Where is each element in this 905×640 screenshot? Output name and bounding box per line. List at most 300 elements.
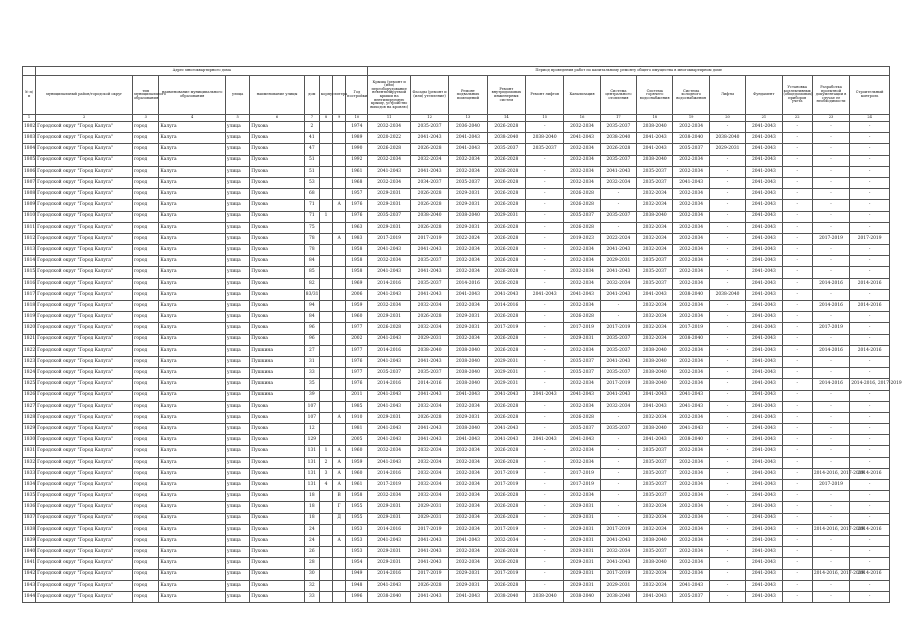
table-cell [333, 133, 346, 144]
table-cell: город [133, 177, 159, 188]
table-cell: 33 [304, 368, 319, 379]
column-header: Лифты [709, 76, 745, 115]
table-cell: 2026-2028 [487, 558, 525, 569]
table-cell: - [526, 368, 564, 379]
table-row [23, 345, 890, 356]
table-cell: 2032-2034 [673, 491, 709, 502]
table-cell: 2032-2034 [637, 502, 673, 513]
column-number: 3 [133, 115, 159, 122]
table-cell: 2032-2034 [600, 401, 636, 412]
table-cell: 2026-2028 [487, 122, 525, 133]
table-row [23, 122, 890, 133]
table-cell: - [709, 301, 745, 312]
table-cell: 1960 [346, 468, 368, 479]
table-cell: 2032-2034 [673, 569, 709, 580]
table-cell: Калуга [159, 491, 226, 502]
table-row [23, 256, 890, 267]
table-cell: 2041-2043 [746, 480, 782, 491]
table-cell: 1958 [346, 245, 368, 256]
table-cell: Калуга [159, 446, 226, 457]
table-cell: 2041-2043 [600, 245, 636, 256]
table-cell: 2017-2019 [564, 323, 600, 334]
table-cell: 2014-2016 [368, 278, 410, 289]
table-cell: 2041-2043 [746, 312, 782, 323]
table-cell: - [850, 480, 890, 491]
table-cell: Пухова [250, 591, 305, 602]
table-cell: 2032-2034 [637, 569, 673, 580]
table-cell: 1957 [346, 189, 368, 200]
table-cell: - [782, 200, 812, 211]
table-cell: Калуга [159, 558, 226, 569]
table-cell: 2032-2034 [673, 379, 709, 390]
table-row [23, 245, 890, 256]
table-cell: 2041-2043 [368, 390, 410, 401]
table-cell: улица [226, 177, 250, 188]
table-cell: город [133, 245, 159, 256]
table-cell: 2026-2028 [564, 222, 600, 233]
table-cell: 18 [304, 502, 319, 513]
table-cell: 2041-2043 [449, 133, 487, 144]
table-cell: 107 [304, 412, 319, 423]
table-row [23, 558, 890, 569]
table-cell: - [709, 278, 745, 289]
table-cell: 2038-2040 [709, 133, 745, 144]
table-cell: 2032-2034 [368, 155, 410, 166]
table-cell: 1812 [23, 233, 36, 244]
table-cell: 84 [304, 312, 319, 323]
table-cell: 1958 [346, 491, 368, 502]
table-cell: Городской округ "Город Калуга" [36, 468, 133, 479]
table-cell: 2041-2043 [487, 390, 525, 401]
table-cell: 2026-2028 [600, 144, 636, 155]
table-row [23, 323, 890, 334]
table-cell: 2032-2034 [449, 480, 487, 491]
table-cell: 1810 [23, 211, 36, 222]
table-cell: 2032-2034 [564, 301, 600, 312]
table-cell: 2029-2031 [368, 222, 410, 233]
table-cell: - [850, 155, 890, 166]
table-cell: - [526, 535, 564, 546]
table-cell: - [709, 245, 745, 256]
table-cell: - [709, 480, 745, 491]
table-cell: 30 [304, 569, 319, 580]
table-cell: 71 [304, 211, 319, 222]
table-cell: 2041-2043 [746, 569, 782, 580]
table-cell: 2029-2031 [564, 334, 600, 345]
table-cell: 2026-2028 [410, 222, 448, 233]
table-cell: город [133, 211, 159, 222]
table-cell: Городской округ "Город Калуга" [36, 155, 133, 166]
table-cell: - [782, 390, 812, 401]
table-cell: 2029-2031 [709, 144, 745, 155]
table-cell: - [709, 267, 745, 278]
table-cell: 1815 [23, 267, 36, 278]
table-cell: 2032-2034 [449, 267, 487, 278]
table-cell: 1819 [23, 312, 36, 323]
table-cell: Калуга [159, 356, 226, 367]
table-cell: Калуга [159, 502, 226, 513]
table-cell: Городской округ "Город Калуга" [36, 569, 133, 580]
table-cell: - [782, 211, 812, 222]
table-cell: - [709, 424, 745, 435]
table-cell [319, 177, 332, 188]
table-cell: город [133, 390, 159, 401]
table-cell: улица [226, 278, 250, 289]
table-row [23, 446, 890, 457]
table-cell: 2026-2028 [487, 412, 525, 423]
table-cell: 2032-2034 [673, 524, 709, 535]
table-cell: 2032-2034 [449, 558, 487, 569]
table-cell: 2041-2043 [746, 166, 782, 177]
table-cell [319, 547, 332, 558]
table-cell: 1954 [346, 558, 368, 569]
table-cell: 2041-2043 [746, 558, 782, 569]
table-cell: Пухова [250, 278, 305, 289]
table-cell: 41 [304, 133, 319, 144]
table-cell [333, 211, 346, 222]
table-cell: Калуга [159, 144, 226, 155]
table-cell: - [600, 480, 636, 491]
table-cell: 2029-2031 [564, 524, 600, 535]
table-cell [333, 524, 346, 535]
table-row [23, 233, 890, 244]
table-cell [333, 122, 346, 133]
table-cell: 2029-2031 [600, 580, 636, 591]
table-cell: 2026-2028 [487, 491, 525, 502]
table-cell [319, 558, 332, 569]
table-cell: - [526, 524, 564, 535]
table-cell: - [812, 312, 849, 323]
table-cell: 2020-2022 [368, 133, 410, 144]
table-row [23, 267, 890, 278]
table-cell: 2029-2031 [600, 256, 636, 267]
table-cell: 2029-2031 [449, 323, 487, 334]
table-cell: - [850, 356, 890, 367]
table-cell: - [812, 289, 849, 300]
table-cell: 2032-2034 [564, 267, 600, 278]
table-cell: 2032-2034 [637, 200, 673, 211]
table-cell: 2035-2037 [637, 177, 673, 188]
table-cell: 2032-2034 [449, 401, 487, 412]
table-cell: 2035-2037 [564, 356, 600, 367]
table-cell: 1835 [23, 491, 36, 502]
table-cell: 2026-2028 [487, 457, 525, 468]
table-cell: 2041-2043 [746, 233, 782, 244]
table-cell: 2041-2043 [449, 390, 487, 401]
table-cell: Калуга [159, 312, 226, 323]
table-cell: - [709, 435, 745, 446]
table-cell: 24 [304, 524, 319, 535]
table-cell: 1990 [346, 144, 368, 155]
table-row [23, 211, 890, 222]
table-cell: 1976 [346, 356, 368, 367]
table-cell [333, 401, 346, 412]
table-cell: город [133, 289, 159, 300]
table-cell: 2017-2019 [410, 569, 448, 580]
table-cell: Калуга [159, 580, 226, 591]
table-cell: 2038-2040 [526, 133, 564, 144]
table-cell: Городской округ "Город Калуга" [36, 401, 133, 412]
table-cell: 2032-2034 [410, 468, 448, 479]
table-cell: 2026-2028 [487, 513, 525, 524]
table-cell: 2032-2034 [564, 155, 600, 166]
table-cell: 1968 [346, 177, 368, 188]
table-cell: 1834 [23, 480, 36, 491]
table-cell: 2014-2016 [449, 278, 487, 289]
table-cell: 2006 [346, 289, 368, 300]
table-cell: 2032-2034 [673, 513, 709, 524]
table-row [23, 480, 890, 491]
table-cell [319, 144, 332, 155]
table-cell: 2035-2037 [600, 345, 636, 356]
column-header: Ремонт подвальных помещений [449, 76, 487, 115]
table-cell: 2032-2034 [410, 491, 448, 502]
table-cell: 2041-2043 [746, 245, 782, 256]
table-cell: 1803 [23, 133, 36, 144]
table-cell: - [782, 446, 812, 457]
table-cell: 2041-2043 [449, 435, 487, 446]
table-cell: - [782, 580, 812, 591]
table-cell: 2032-2034 [637, 580, 673, 591]
table-cell: А [333, 200, 346, 211]
table-cell: А [333, 480, 346, 491]
table-cell: 1836 [23, 502, 36, 513]
table-row [23, 390, 890, 401]
table-cell: 2041-2043 [637, 133, 673, 144]
table-cell: - [782, 535, 812, 546]
table-cell [333, 245, 346, 256]
table-cell: улица [226, 233, 250, 244]
table-cell: 4 [319, 480, 332, 491]
table-cell: Пухова [250, 468, 305, 479]
table-cell: 2014-2016 [368, 524, 410, 535]
column-number: 18 [637, 115, 673, 122]
table-cell: - [850, 424, 890, 435]
table-cell: город [133, 412, 159, 423]
table-cell: Пухова [250, 412, 305, 423]
table-cell: Городской округ "Город Калуга" [36, 200, 133, 211]
capital-repair-schedule-sheet [22, 66, 902, 603]
table-cell: 2026-2028 [487, 547, 525, 558]
table-cell: - [850, 558, 890, 569]
table-cell: 2038-2040 [637, 424, 673, 435]
table-header [23, 67, 890, 122]
table-cell: 2032-2034 [637, 334, 673, 345]
table-cell: Городской округ "Город Калуга" [36, 390, 133, 401]
table-cell: 2035-2037 [487, 144, 525, 155]
table-cell: город [133, 435, 159, 446]
table-cell: 2014-2016 [850, 278, 890, 289]
table-cell [333, 256, 346, 267]
table-cell: - [526, 166, 564, 177]
table-cell: город [133, 569, 159, 580]
table-cell: 2041-2043 [600, 289, 636, 300]
table-cell [333, 323, 346, 334]
table-cell: - [709, 368, 745, 379]
table-cell: Калуга [159, 222, 226, 233]
table-cell: 2041-2043 [746, 457, 782, 468]
table-cell: - [850, 390, 890, 401]
group-header-period: Период проведения работ по капитальному ремонту общего имущества в многоквартирном доме [368, 67, 890, 76]
table-cell: улица [226, 345, 250, 356]
table-cell: - [812, 412, 849, 423]
table-cell: 2017-2019 [673, 323, 709, 334]
table-cell: 2038-2040 [449, 356, 487, 367]
table-cell: 2035-2037 [637, 256, 673, 267]
table-row [23, 166, 890, 177]
table-cell: 2038-2040 [673, 133, 709, 144]
column-number: 14 [487, 115, 525, 122]
table-cell: 2032-2034 [673, 155, 709, 166]
table-cell: 2029-2031 [449, 580, 487, 591]
table-cell: 18 [304, 491, 319, 502]
table-cell: - [600, 502, 636, 513]
table-cell: Городской округ "Город Калуга" [36, 547, 133, 558]
table-cell: улица [226, 267, 250, 278]
table-cell: улица [226, 457, 250, 468]
table-cell: 2041-2043 [600, 267, 636, 278]
table-cell: город [133, 424, 159, 435]
table-cell: 2026-2028 [487, 267, 525, 278]
table-cell: 2026-2028 [410, 312, 448, 323]
table-cell: Городской округ "Город Калуга" [36, 211, 133, 222]
table-cell: Калуга [159, 177, 226, 188]
table-cell: 2041-2043 [410, 591, 448, 602]
table-cell: 1955 [346, 513, 368, 524]
table-cell: - [812, 155, 849, 166]
table-cell [319, 390, 332, 401]
table-cell: 2014-2016, 2017-2019 [812, 468, 849, 479]
table-cell [319, 513, 332, 524]
table-cell: - [526, 502, 564, 513]
column-header: Система горячего водоснабжения [637, 76, 673, 115]
table-cell [319, 524, 332, 535]
table-cell: - [709, 513, 745, 524]
table-cell: улица [226, 524, 250, 535]
table-cell: 2032-2034 [637, 412, 673, 423]
table-cell: - [709, 312, 745, 323]
table-cell: 2041-2043 [746, 323, 782, 334]
table-cell: 131 [304, 480, 319, 491]
table-cell: Пухова [250, 401, 305, 412]
table-cell: 2041-2043 [600, 558, 636, 569]
table-cell: - [709, 502, 745, 513]
table-cell: 2032-2034 [637, 245, 673, 256]
table-cell: 2041-2043 [746, 278, 782, 289]
column-header: Система холодного водоснабжения [673, 76, 709, 115]
table-cell: - [812, 547, 849, 558]
table-cell: - [526, 211, 564, 222]
column-number: 1 [23, 115, 36, 122]
table-cell [319, 569, 332, 580]
table-cell: 2017-2019 [487, 480, 525, 491]
table-cell: Пухова [250, 580, 305, 591]
table-cell: 2032-2034 [673, 222, 709, 233]
table-cell: Пухова [250, 233, 305, 244]
table-cell: - [526, 245, 564, 256]
table-cell: Городской округ "Город Калуга" [36, 424, 133, 435]
table-cell: 1989 [346, 133, 368, 144]
table-cell: Городской округ "Город Калуга" [36, 334, 133, 345]
table-cell: - [782, 312, 812, 323]
table-cell: Пухова [250, 480, 305, 491]
table-cell: 1960 [346, 312, 368, 323]
table-cell: 1839 [23, 535, 36, 546]
column-number: 10 [346, 115, 368, 122]
table-cell: 2032-2034 [564, 379, 600, 390]
table-cell: - [526, 356, 564, 367]
table-row [23, 547, 890, 558]
table-cell: 2017-2019 [410, 233, 448, 244]
table-cell: - [850, 446, 890, 457]
table-cell [319, 267, 332, 278]
table-cell: 1816 [23, 278, 36, 289]
table-cell: Калуга [159, 133, 226, 144]
table-row [23, 155, 890, 166]
table-cell: 2032-2034 [600, 547, 636, 558]
table-cell: 2029-2031 [564, 535, 600, 546]
table-cell: 2032-2034 [449, 547, 487, 558]
table-cell: Городской округ "Город Калуга" [36, 558, 133, 569]
table-cell: - [709, 189, 745, 200]
column-header: улица [226, 76, 250, 115]
table-cell [319, 200, 332, 211]
table-cell: 2026-2028 [410, 412, 448, 423]
table-cell: 2041-2043 [410, 267, 448, 278]
table-cell: - [850, 133, 890, 144]
table-cell: 2029-2031 [449, 189, 487, 200]
table-cell: - [709, 379, 745, 390]
table-cell: 2032-2034 [564, 491, 600, 502]
table-cell: 1843 [23, 580, 36, 591]
table-cell: Калуга [159, 189, 226, 200]
table-cell: 2017-2019 [812, 233, 849, 244]
table-cell: 2035-2037 [410, 278, 448, 289]
table-cell: - [782, 558, 812, 569]
table-cell: - [782, 502, 812, 513]
table-cell [319, 580, 332, 591]
table-cell: 2041-2043 [449, 144, 487, 155]
table-cell: - [850, 547, 890, 558]
table-cell: 2041-2043 [410, 547, 448, 558]
table-cell: - [709, 524, 745, 535]
table-cell: 2038-2040 [673, 289, 709, 300]
table-cell: - [782, 133, 812, 144]
table-cell: 2032-2034 [368, 446, 410, 457]
table-cell: 2041-2043 [746, 133, 782, 144]
table-cell: Калуга [159, 591, 226, 602]
table-cell: 2041-2043 [637, 289, 673, 300]
table-cell: Калуга [159, 379, 226, 390]
table-cell [319, 491, 332, 502]
table-cell: Городской округ "Город Калуга" [36, 301, 133, 312]
table-row [23, 289, 890, 300]
table-cell: - [600, 189, 636, 200]
table-cell: 2014-2016 [850, 524, 890, 535]
table-cell: Пухова [250, 122, 305, 133]
table-cell: 2041-2043 [526, 435, 564, 446]
table-cell: город [133, 200, 159, 211]
table-row [23, 535, 890, 546]
table-cell: 2032-2034 [637, 513, 673, 524]
table-cell: 2041-2043 [368, 334, 410, 345]
table-cell: город [133, 189, 159, 200]
table-cell: 2035-2037 [564, 368, 600, 379]
table-cell: 2017-2019 [600, 524, 636, 535]
table-cell: 2032-2034 [673, 368, 709, 379]
table-cell: 2041-2043 [746, 435, 782, 446]
table-cell: 2029-2031 [368, 412, 410, 423]
